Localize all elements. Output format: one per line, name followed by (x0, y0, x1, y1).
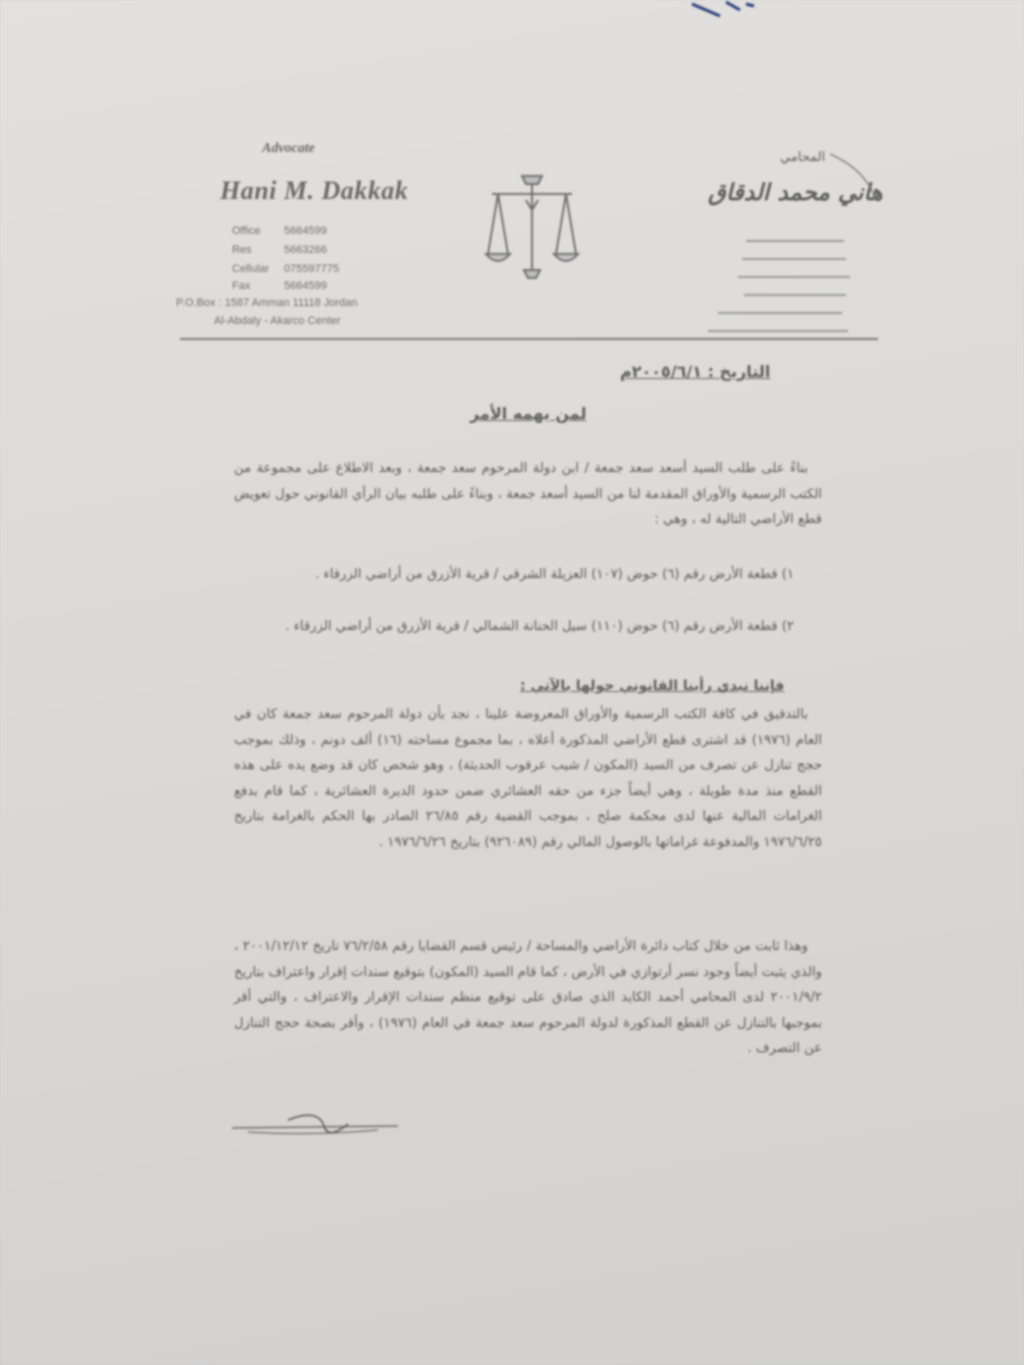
land-item-2: ٢) قطعة الأرض رقم (٦) حوض (١١٠) سيل الحنانة الشمالي / قرية الأزرق من أراضي الزرقاء . (285, 619, 794, 634)
paragraph-2: وهذا ثابت من خلال كتاب دائرة الأراضي والمساحة / رئيس قسم القضايا رقم ٧٦/٢/٥٨ تاريخ ٢٠٠١/١٢/١٢ ، والذي يثبت أيضاً وجود نسر أرتوازي في الأرض ، كما قام السيد (المكون) بتوقيع سندات إقرار واعتراف بتاريخ ٢٠٠١/٩/٢ لدى المحامي أحمد الكايد الذي صادق على توقيع منظم سندات الإقرار والاعتراف ، والتي أقر بموجبها بالتنازل عن القطع المذكورة لدولة المرحوم سعد جمعة في العام (١٩٧٦) ، وأقر بصحة حجج التنازل عن التصرف . (234, 939, 822, 1056)
address-line: Al-Abdaly - Akarco Center (214, 315, 341, 327)
letterhead-title-ar: المحامي (780, 150, 826, 165)
office-value: 5664599 (284, 225, 327, 237)
res-label: Res (232, 244, 252, 256)
letter-salutation: لمن يهمه الأمر (470, 404, 587, 423)
arabic-contact-lines (738, 240, 868, 332)
fax-label: Fax (232, 280, 251, 292)
pen-mark (690, 0, 770, 20)
section-heading: فإننا نبدي رأينا القانوني حولها بالآتي : (520, 678, 785, 694)
paragraph-1: بالتدقيق في كافة الكتب الرسمية والأوراق المعروضة علينا ، نجد بأن دولة المرحوم سعد جمعة كان في العام (١٩٧٦) قد اشترى قطع الأراضي المذكورة أعلاه ، بما مجموع مساحته (١٦) ألف دونم ، وذلك بموجب حجج تنازل عن تصرف من السيد (المكون / شيب عرقوب الحديثة) ، وهو شخص كان قد وضع يده على هذه القطع منذ مدة طويلة ، وهي أيضاً جزء من حقه العشائري ضمن حدود الديرة العشائرية ، كما قام بدفع الغرامات المالية عنها لدى محكمة صلح ، بموجب القضية رقم ٢٦/٨٥ الصادر بها الحكم بالغرامة بتاريخ ١٩٧٦/٦/٢٥ والمدفوعة غراماتها بالوصول المالي رقم (٩٢٦٠٨٩) بتاريخ ١٩٧٦/٦/٢٦ . (234, 707, 822, 850)
fax-value: 5664599 (284, 280, 327, 292)
land-item-1: ١) قطعة الأرض رقم (٦) حوض (١٠٧) العزيلة الشرقي / قرية الأزرق من أراضي الزرقاء . (315, 567, 794, 582)
signature-mark (228, 1106, 408, 1146)
po-box: P.O.Box : 1587 Amman 11118 Jordan (176, 297, 358, 309)
letter-date: التاريخ : ٢٠٠٥/٦/١م (620, 362, 771, 381)
res-value: 5663266 (284, 244, 327, 256)
cellular-label: Cellular (232, 263, 270, 275)
intro-paragraph: بناءً على طلب السيد أسعد سعد جمعة / ابن دولة المرحوم سعد جمعة ، وبعد الاطلاع على مجموعة من الكتب الرسمية والأوراق المقدمة لنا من السيد أسعد جمعة ، وبناءً على طلبه بيان الرأي القانوني حول تعويض قطع الأراضي التالية له ، وهي : (234, 461, 822, 527)
office-label: Office (232, 225, 261, 237)
letterhead-swash (826, 150, 886, 210)
scales-of-justice-icon (482, 170, 582, 282)
letterhead-name-ar: هاني محمد الدقاق (708, 180, 883, 206)
letterhead-divider (180, 338, 878, 340)
letterhead-name-en: Hani M. Dakkak (220, 176, 409, 205)
letterhead-title-en: Advocate (262, 141, 315, 156)
cellular-value: 075597775 (284, 263, 340, 275)
